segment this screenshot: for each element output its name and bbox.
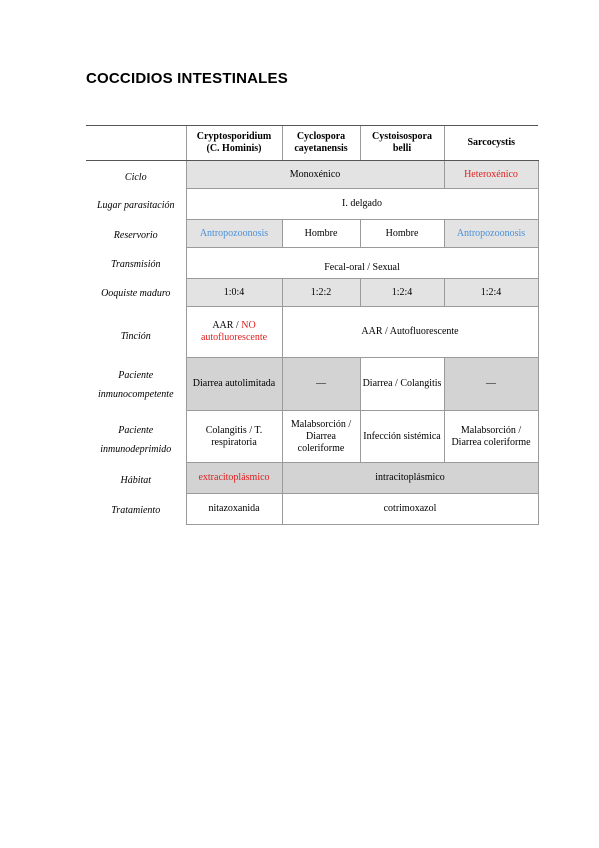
- header-cyclospora: Cyclospora cayetanensis: [282, 126, 360, 161]
- cell-ciclo-heteroxenico: Heteroxénico: [444, 161, 538, 189]
- coccidios-table: [86, 125, 539, 525]
- cell-tincion-1: [186, 307, 282, 358]
- cell-habitat-1: extracitoplásmico: [186, 463, 282, 494]
- cell-tratamiento-rest: cotrimoxazol: [282, 494, 538, 525]
- cell-inmunocomp-1: Diarrea autolimitada: [186, 358, 282, 411]
- tincion-no: NO: [241, 320, 256, 331]
- header-sarcocystis: Sarcocystis: [444, 126, 538, 161]
- cell-ooquiste-2: 1:2:2: [282, 279, 360, 307]
- row-label: Tinción: [120, 331, 151, 342]
- row-label: Lugar parasitación: [96, 200, 175, 211]
- row-label: Transmisión: [111, 259, 161, 270]
- tincion-autofluorescente: autofluorescente: [200, 332, 268, 343]
- row-inmunocompetente: [86, 358, 538, 411]
- row-label: Tratamiento: [111, 505, 161, 516]
- cell-reservorio-4: Antropozoonosis: [444, 220, 538, 248]
- cell-inmunodep-3: Infección sistémica: [360, 411, 444, 463]
- row-reservorio: [86, 220, 538, 248]
- page-title: COCCIDIOS INTESTINALES: [86, 70, 288, 87]
- header-cystoisospora: Cystoisospora belli: [360, 126, 444, 161]
- row-tincion: [86, 307, 538, 358]
- row-ooquiste: [86, 279, 538, 307]
- row-ciclo: [86, 161, 538, 189]
- cell-reservorio-2: Hombre: [282, 220, 360, 248]
- row-label: Reservorio: [113, 229, 158, 241]
- row-inmunodeprimido: [86, 411, 538, 463]
- tincion-aar: AAR /: [212, 320, 242, 331]
- cell-habitat-rest: intracitoplásmico: [282, 463, 538, 494]
- row-label: Paciente inmunocompetente: [97, 370, 174, 400]
- cell-inmunocomp-2: —: [282, 358, 360, 411]
- row-habitat: [86, 463, 538, 494]
- cell-ooquiste-3: 1:2:4: [360, 279, 444, 307]
- cell-inmunodep-1: Colangitis / T. respiratoria: [186, 411, 282, 463]
- row-tratamiento: [86, 494, 538, 525]
- row-lugar: [86, 189, 538, 220]
- cell-ooquiste-4: 1:2:4: [444, 279, 538, 307]
- cell-reservorio-3: Hombre: [360, 220, 444, 248]
- cell-tincion-rest: AAR / Autofluorescente: [282, 307, 538, 358]
- header-empty: [86, 126, 186, 161]
- row-label: Paciente inmunodeprimido: [100, 424, 172, 455]
- header-row: [86, 126, 538, 161]
- row-transmision: [86, 248, 538, 279]
- header-cryptosporidium: Cryptosporidium (C. Hominis): [186, 126, 282, 161]
- row-label: Ciclo: [124, 171, 147, 183]
- cell-tratamiento-1: nitazoxanida: [186, 494, 282, 525]
- cell-transmision: Fecal-oral / Sexual: [186, 248, 538, 279]
- row-label: Hábitat: [120, 475, 152, 486]
- cell-ooquiste-1: 1:0:4: [186, 279, 282, 307]
- cell-reservorio-1: Antropozoonosis: [186, 220, 282, 248]
- cell-inmunodep-4: Malabsorción / Diarrea coleriforme: [444, 411, 538, 463]
- row-label: Ooquiste maduro: [101, 287, 171, 299]
- cell-ciclo-monoxenico: Monoxénico: [186, 161, 444, 189]
- cell-lugar: I. delgado: [186, 189, 538, 220]
- cell-inmunodep-2: Malabsorción / Diarrea coleriforme: [282, 411, 360, 463]
- cell-inmunocomp-3: Diarrea / Colangitis: [360, 358, 444, 411]
- cell-inmunocomp-4: —: [444, 358, 538, 411]
